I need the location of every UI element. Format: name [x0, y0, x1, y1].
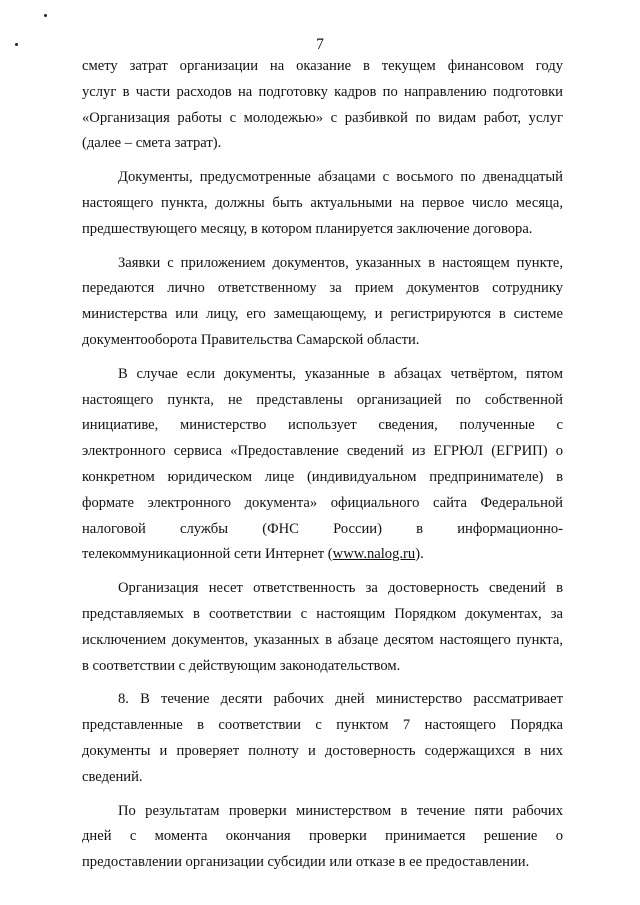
text-line: настоящего пункта, должны быть актуальными на первое число месяца,: [82, 194, 563, 211]
text-line: смету затрат организации на оказание в текущем финансовом году: [82, 58, 563, 74]
text-line: министерства или лицу, его замещающему, и регистрируются в системе: [82, 306, 563, 323]
text-line: (далее – смета затрат).: [82, 135, 222, 152]
text-line: электронного сервиса «Предоставление сведений из ЕГРЮЛ (ЕГРИП) о: [82, 443, 563, 460]
text-line: передаются лично ответственному за прием документов сотруднику: [82, 280, 563, 297]
text-line: В случае если документы, указанные в абзацах четвёртом, пятом: [118, 365, 563, 382]
text-line: документы и проверяет полноту и достоверность содержащихся в них: [82, 742, 563, 759]
text-line: в соответствии с действующим законодательством.: [82, 657, 401, 674]
text-line: представляемых в соответствии с настоящим Порядком документах, за: [82, 605, 563, 622]
text-line: [82, 542, 563, 568]
text-line: Организация несет ответственность за достоверность сведений в: [118, 580, 563, 597]
paragraph-responsibility: [0, 576, 640, 679]
paragraph-estimate: [0, 54, 640, 157]
scan-speck: [44, 14, 47, 17]
paragraph-decision: [0, 799, 640, 876]
text-line: предоставлении организации субсидии или отказе в ее предоставлении.: [82, 854, 530, 871]
page-number: 7: [316, 36, 324, 53]
text-fragment: телекоммуникационной сети Интернет (: [82, 546, 333, 563]
text-line: налоговой службы (ФНС России) в информационно-: [82, 520, 563, 537]
nalog-link[interactable]: www.nalog.ru: [332, 546, 416, 563]
text-line: формате электронного документа» официального сайта Федеральной: [82, 494, 563, 511]
text-line: «Организация работы с молодежью» с разбивкой по видам работ, услуг: [82, 109, 563, 126]
paragraph-documents-actuality: [0, 165, 640, 242]
text-line: услуг в части расходов на подготовку кадров по направлению подготовки: [82, 83, 563, 100]
text-line: Заявки с приложением документов, указанных в настоящем пункте,: [118, 254, 563, 271]
text-line: настоящего пункта, не представлены организацией по собственной: [82, 391, 563, 408]
text-line: 8. В течение десяти рабочих дней министерство рассматривает: [118, 691, 563, 708]
text-line: документооборота Правительства Самарской области.: [82, 331, 420, 348]
paragraph-egrul-info: [0, 362, 640, 568]
text-line: инициативе, министерство использует сведения, полученные с: [82, 417, 563, 434]
text-line: предшествующего месяцу, в котором планируется заключение договора.: [82, 220, 533, 237]
text-line: исключением документов, указанных в абзаце десятом настоящего пункта,: [82, 631, 563, 648]
text-line: конкретном юридическом лице (индивидуальном предпринимателе) в: [82, 468, 563, 485]
text-line: сведений.: [82, 768, 143, 785]
text-line: Документы, предусмотренные абзацами с восьмого по двенадцатый: [118, 169, 563, 186]
document-body: [0, 54, 640, 876]
text-line: По результатам проверки министерством в течение пяти рабочих: [118, 802, 563, 819]
text-line: представленные в соответствии с пунктом 7 настоящего Порядка: [82, 717, 563, 734]
paragraph-applications: [0, 251, 640, 354]
text-fragment: ).: [415, 546, 424, 563]
text-line: дней с момента окончания проверки принимается решение о: [82, 828, 563, 845]
paragraph-item-8: [0, 687, 640, 790]
